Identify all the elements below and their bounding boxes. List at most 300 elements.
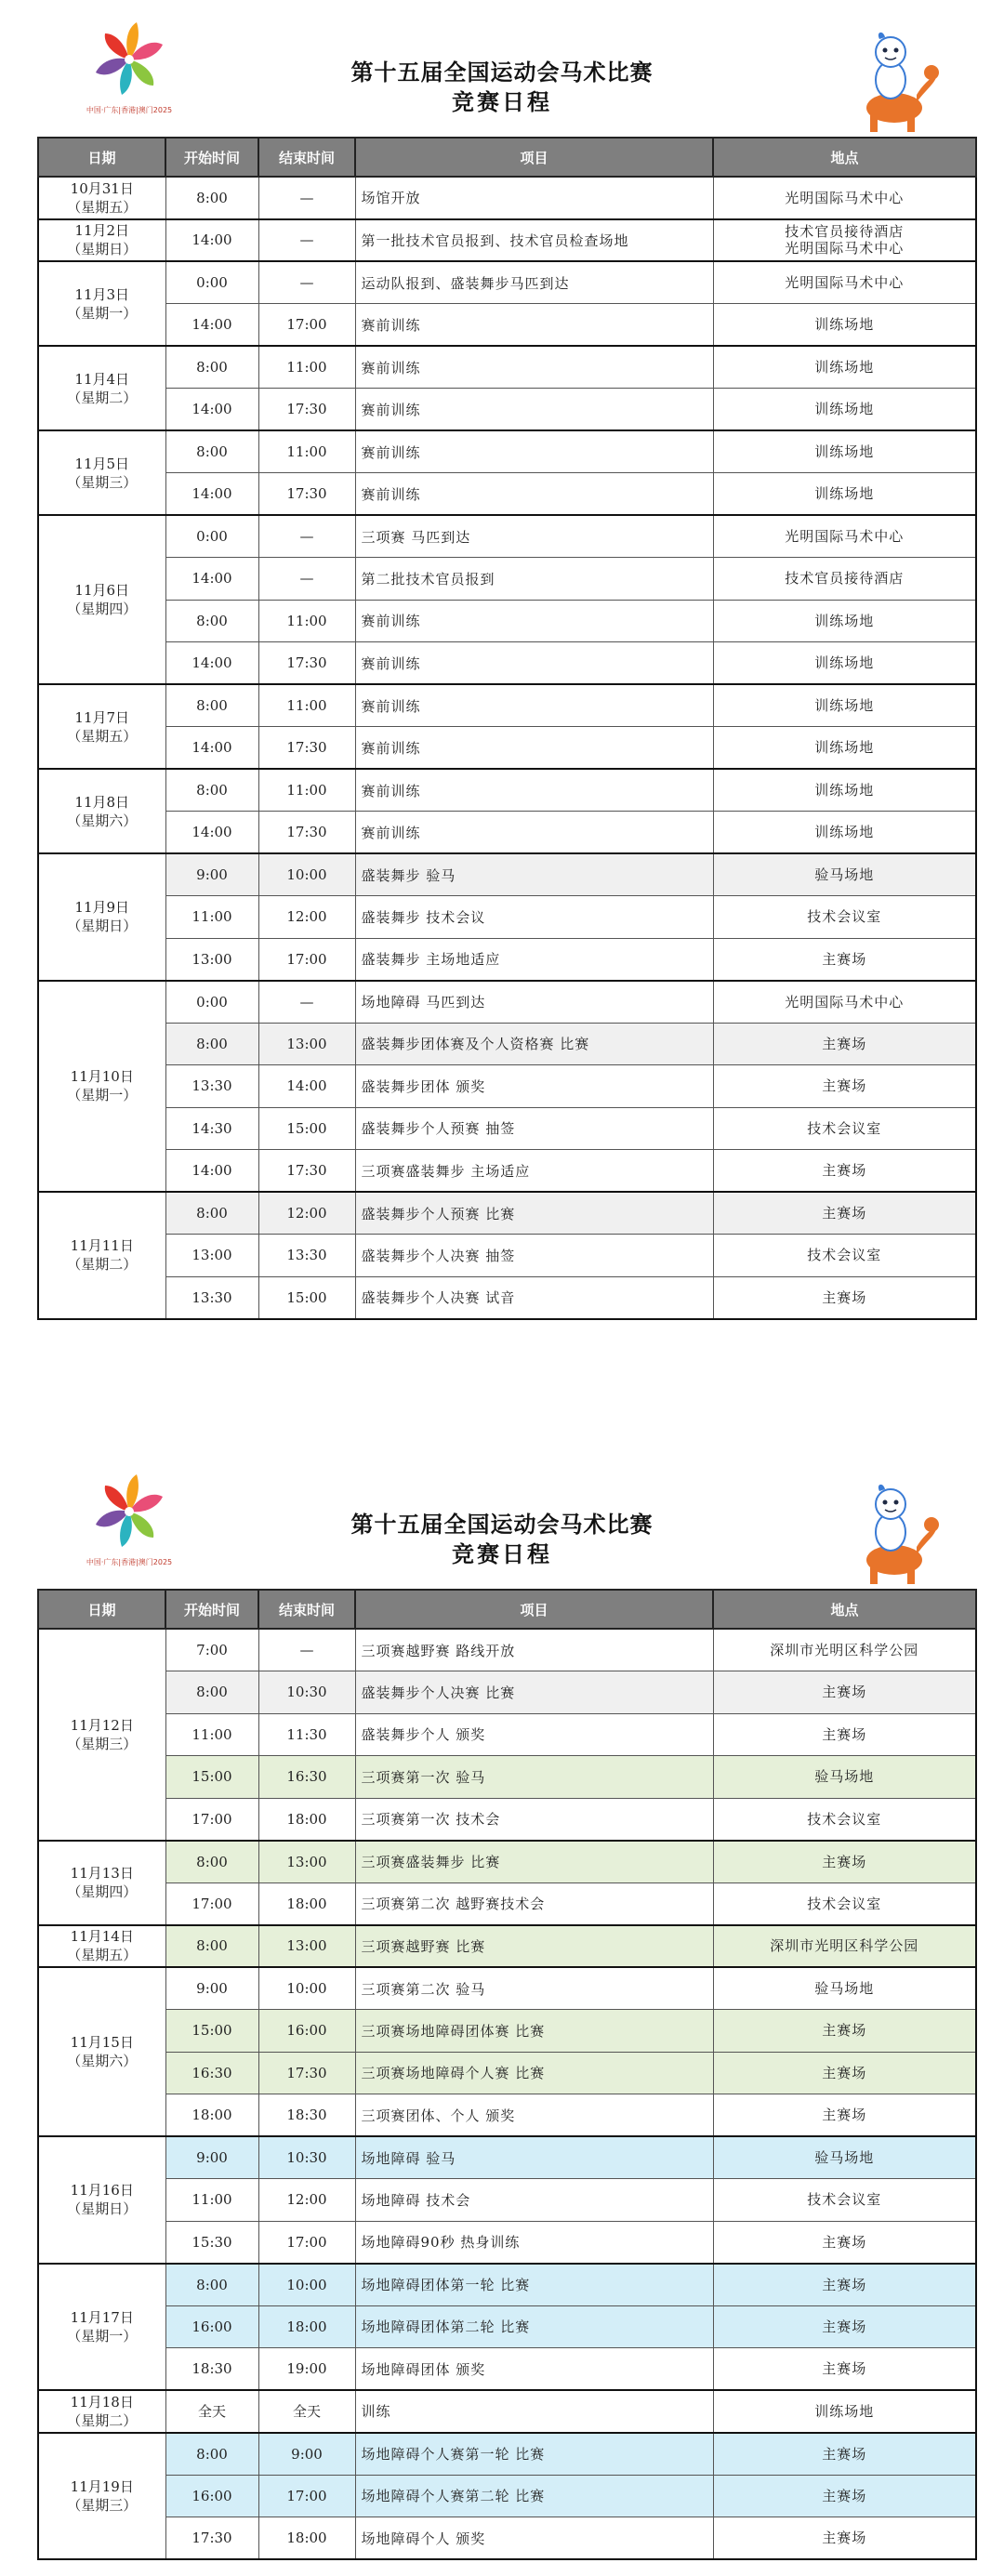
schedule-row [38, 727, 976, 770]
schedule-row [38, 558, 976, 601]
end-time-cell: 10:00 [258, 2264, 355, 2306]
date-label: 10月31日 [70, 179, 134, 197]
venue-cell: 主赛场 [713, 2305, 976, 2348]
start-time-cell: 15:30 [165, 2221, 258, 2264]
venue-cell: 训练场地 [713, 727, 976, 770]
end-time-cell: 13:00 [258, 1925, 355, 1968]
event-cell: 场地障碍个人 颁奖 [355, 2517, 713, 2560]
end-time-cell: — [258, 261, 355, 304]
event-cell: 赛前训练 [355, 769, 713, 812]
event-cell: 场地障碍90秒 热身训练 [355, 2221, 713, 2264]
end-time-cell: 17:30 [258, 2052, 355, 2094]
start-time-cell: 14:00 [165, 389, 258, 431]
end-time-cell: 14:00 [258, 1065, 355, 1108]
event-cell: 三项赛越野赛 路线开放 [355, 1629, 713, 1671]
venue-cell: 训练场地 [713, 600, 976, 642]
event-cell: 三项赛盛装舞步 比赛 [355, 1841, 713, 1883]
start-time-cell: 8:00 [165, 430, 258, 473]
start-time-cell: 14:00 [165, 642, 258, 685]
start-time-cell: 8:00 [165, 600, 258, 642]
schedule-row [38, 1671, 976, 1714]
start-time-cell: 8:00 [165, 1192, 258, 1235]
date-cell [38, 2136, 165, 2264]
venue-cell: 主赛场 [713, 2094, 976, 2137]
end-time-cell: 17:30 [258, 812, 355, 854]
schedule-row [38, 219, 976, 262]
header-date: 日期 [38, 138, 165, 177]
schedule-body [38, 1629, 976, 2559]
start-time-cell: 14:00 [165, 727, 258, 770]
event-cell: 三项赛 马匹到达 [355, 515, 713, 558]
event-cell: 三项赛第二次 越野赛技术会 [355, 1882, 713, 1925]
page-subtitle: 竞赛日程 [452, 1540, 552, 1567]
date-label: 11月18日 [70, 2393, 134, 2411]
end-time-cell: 18:30 [258, 2094, 355, 2137]
start-time-cell: 9:00 [165, 1967, 258, 2010]
start-time-cell: 17:00 [165, 1882, 258, 1925]
end-time-cell: 13:30 [258, 1235, 355, 1277]
venue-cell: 深圳市光明区科学公园 [713, 1925, 976, 1968]
schedule-row [38, 2348, 976, 2391]
end-time-cell: 18:00 [258, 2305, 355, 2348]
end-time-cell: 11:00 [258, 769, 355, 812]
venue-cell: 主赛场 [713, 1276, 976, 1319]
header-date: 日期 [38, 1590, 165, 1629]
weekday-label: （星期日） [67, 241, 138, 258]
end-time-cell: 17:30 [258, 473, 355, 516]
start-time-cell: 全天 [165, 2390, 258, 2433]
date-label: 11月3日 [74, 285, 130, 303]
start-time-cell: 18:30 [165, 2348, 258, 2391]
date-label: 11月5日 [74, 455, 130, 472]
venue-cell: 主赛场 [713, 1671, 976, 1714]
end-time-cell: 17:00 [258, 2475, 355, 2517]
end-time-cell: 18:00 [258, 2517, 355, 2560]
end-time-cell: — [258, 515, 355, 558]
event-cell: 训练 [355, 2390, 713, 2433]
svg-text:中国·广东|香港|澳门2025: 中国·广东|香港|澳门2025 [86, 1558, 173, 1566]
end-time-cell: 11:00 [258, 600, 355, 642]
start-time-cell: 14:00 [165, 558, 258, 601]
venue-cell: 光明国际马术中心 [713, 261, 976, 304]
page-title: 第十五届全国运动会马术比赛 [350, 59, 654, 86]
date-label: 11月2日 [74, 222, 130, 240]
date-cell [38, 2433, 165, 2560]
header-start-time: 开始时间 [165, 138, 258, 177]
event-cell: 场地障碍团体第一轮 比赛 [355, 2264, 713, 2306]
schedule-row [38, 1882, 976, 1925]
mascot-icon [842, 30, 941, 136]
schedule-row [38, 812, 976, 854]
venue-cell: 光明国际马术中心 [713, 515, 976, 558]
page-header [0, 1452, 1004, 1587]
schedule-row [38, 1276, 976, 1319]
weekday-label: （星期日） [67, 918, 138, 935]
venue-cell: 训练场地 [713, 389, 976, 431]
start-time-cell: 17:00 [165, 1798, 258, 1841]
date-cell [38, 1967, 165, 2136]
header-event: 项目 [355, 1590, 713, 1629]
schedule-row [38, 261, 976, 304]
weekday-label: （星期二） [67, 389, 138, 406]
venue-cell: 验马场地 [713, 2136, 976, 2179]
event-cell: 三项赛越野赛 比赛 [355, 1925, 713, 1968]
end-time-cell: 17:30 [258, 642, 355, 685]
event-cell: 场地障碍个人赛第二轮 比赛 [355, 2475, 713, 2517]
date-label: 11月8日 [74, 793, 130, 811]
schedule-row [38, 1713, 976, 1756]
end-time-cell: 9:00 [258, 2433, 355, 2476]
schedule-row [38, 684, 976, 727]
start-time-cell: 13:00 [165, 1235, 258, 1277]
start-time-cell: 16:30 [165, 2052, 258, 2094]
end-time-cell: 17:00 [258, 2221, 355, 2264]
venue-cell: 技术会议室 [713, 2179, 976, 2222]
event-cell: 场地障碍团体 颁奖 [355, 2348, 713, 2391]
header-start-time: 开始时间 [165, 1590, 258, 1629]
date-label: 11月17日 [70, 2308, 134, 2326]
schedule-body [38, 177, 976, 1319]
event-cell: 赛前训练 [355, 346, 713, 389]
date-cell [38, 515, 165, 684]
start-time-cell: 14:00 [165, 219, 258, 262]
event-cell: 盛装舞步团体 颁奖 [355, 1065, 713, 1108]
weekday-label: （星期一） [67, 304, 138, 322]
header-end-time: 结束时间 [258, 1590, 355, 1629]
start-time-cell: 8:00 [165, 1671, 258, 1714]
event-cell: 盛装舞步个人预赛 比赛 [355, 1192, 713, 1235]
mascot-icon [842, 1482, 941, 1588]
date-cell [38, 1841, 165, 1925]
schedule-row [38, 981, 976, 1024]
end-time-cell: 17:30 [258, 727, 355, 770]
venue-cell: 技术官员接待酒店 [713, 558, 976, 601]
date-label: 11月7日 [74, 708, 130, 726]
schedule-row [38, 2433, 976, 2476]
venue-cell: 主赛场 [713, 2517, 976, 2560]
weekday-label: （星期五） [67, 198, 138, 216]
venue-cell: 光明国际马术中心 [713, 177, 976, 219]
start-time-cell: 18:00 [165, 2094, 258, 2137]
schedule-row [38, 1023, 976, 1065]
schedule-row [38, 1925, 976, 1968]
venue-cell: 训练场地 [713, 684, 976, 727]
weekday-label: （星期三） [67, 1735, 138, 1752]
end-time-cell: 16:30 [258, 1756, 355, 1799]
schedule-row [38, 2390, 976, 2433]
start-time-cell: 7:00 [165, 1629, 258, 1671]
schedule-row [38, 2221, 976, 2264]
schedule-row [38, 853, 976, 896]
event-cell: 盛装舞步 验马 [355, 853, 713, 896]
date-cell [38, 769, 165, 853]
event-cell: 盛装舞步 主场地适应 [355, 938, 713, 981]
schedule-row [38, 430, 976, 473]
schedule-row [38, 2094, 976, 2137]
end-time-cell: — [258, 981, 355, 1024]
schedule-row [38, 177, 976, 219]
end-time-cell: 18:00 [258, 1882, 355, 1925]
schedule-table [37, 1589, 977, 2560]
date-cell [38, 2264, 165, 2391]
date-label: 11月4日 [74, 370, 130, 388]
venue-cell: 主赛场 [713, 2475, 976, 2517]
weekday-label: （星期六） [67, 812, 138, 829]
start-time-cell: 8:00 [165, 177, 258, 219]
schedule-row [38, 2264, 976, 2306]
start-time-cell: 14:00 [165, 1150, 258, 1193]
venue-cell: 主赛场 [713, 1065, 976, 1108]
start-time-cell: 14:00 [165, 304, 258, 347]
end-time-cell: 11:00 [258, 346, 355, 389]
venue-cell: 主赛场 [713, 2348, 976, 2391]
venue-cell: 主赛场 [713, 2221, 976, 2264]
event-cell: 三项赛第一次 技术会 [355, 1798, 713, 1841]
event-cell: 赛前训练 [355, 304, 713, 347]
schedule-row [38, 600, 976, 642]
start-time-cell: 11:00 [165, 1713, 258, 1756]
date-label: 11月16日 [70, 2182, 134, 2200]
date-cell [38, 1925, 165, 1968]
end-time-cell: 12:00 [258, 1192, 355, 1235]
venue-cell: 主赛场 [713, 2264, 976, 2306]
start-time-cell: 11:00 [165, 2179, 258, 2222]
event-cell: 赛前训练 [355, 727, 713, 770]
weekday-label: （星期二） [67, 2411, 138, 2429]
start-time-cell: 13:30 [165, 1276, 258, 1319]
schedule-row [38, 389, 976, 431]
date-cell [38, 853, 165, 981]
schedule-row [38, 2517, 976, 2560]
event-cell: 第一批技术官员报到、技术官员检查场地 [355, 219, 713, 262]
venue-cell: 验马场地 [713, 1756, 976, 1799]
event-cell: 三项赛场地障碍团体赛 比赛 [355, 2010, 713, 2053]
event-cell: 场地障碍 技术会 [355, 2179, 713, 2222]
schedule-row [38, 1235, 976, 1277]
end-time-cell: 10:30 [258, 1671, 355, 1714]
date-cell [38, 684, 165, 769]
date-cell [38, 981, 165, 1193]
end-time-cell: 10:30 [258, 2136, 355, 2179]
schedule-row [38, 938, 976, 981]
header-event: 项目 [355, 138, 713, 177]
page-header [0, 0, 1004, 135]
page-subtitle: 竞赛日程 [452, 88, 552, 115]
venue-cell: 技术官员接待酒店 光明国际马术中心 [713, 219, 976, 262]
end-time-cell: 13:00 [258, 1841, 355, 1883]
weekday-label: （星期四） [67, 601, 138, 617]
event-cell: 赛前训练 [355, 389, 713, 431]
header-venue: 地点 [713, 1590, 976, 1629]
end-time-cell: 17:30 [258, 1150, 355, 1193]
schedule-row [38, 1841, 976, 1883]
start-time-cell: 9:00 [165, 853, 258, 896]
start-time-cell: 16:00 [165, 2475, 258, 2517]
schedule-row [38, 2010, 976, 2053]
date-cell [38, 2390, 165, 2433]
event-cell: 运动队报到、盛装舞步马匹到达 [355, 261, 713, 304]
event-cell: 盛装舞步 技术会议 [355, 896, 713, 939]
start-time-cell: 15:00 [165, 2010, 258, 2053]
weekday-label: （星期四） [67, 1883, 138, 1900]
venue-cell: 训练场地 [713, 430, 976, 473]
event-cell: 三项赛盛装舞步 主场适应 [355, 1150, 713, 1193]
schedule-row [38, 2475, 976, 2517]
date-cell [38, 261, 165, 346]
venue-cell: 主赛场 [713, 1150, 976, 1193]
event-cell: 盛装舞步个人 颁奖 [355, 1713, 713, 1756]
end-time-cell: 17:00 [258, 938, 355, 981]
venue-cell: 主赛场 [713, 1713, 976, 1756]
venue-cell: 主赛场 [713, 938, 976, 981]
date-cell [38, 1192, 165, 1319]
end-time-cell: 13:00 [258, 1023, 355, 1065]
page-title: 第十五届全国运动会马术比赛 [350, 1511, 654, 1538]
venue-cell: 技术会议室 [713, 1882, 976, 1925]
venue-cell: 技术会议室 [713, 896, 976, 939]
event-cell: 盛装舞步个人决赛 试音 [355, 1276, 713, 1319]
date-label: 11月6日 [74, 582, 130, 599]
venue-cell: 验马场地 [713, 1967, 976, 2010]
event-cell: 赛前训练 [355, 812, 713, 854]
end-time-cell: 11:00 [258, 684, 355, 727]
header-venue: 地点 [713, 138, 976, 177]
start-time-cell: 17:30 [165, 2517, 258, 2560]
start-time-cell: 8:00 [165, 2433, 258, 2476]
venue-cell: 主赛场 [713, 2052, 976, 2094]
start-time-cell: 8:00 [165, 1023, 258, 1065]
venue-cell: 主赛场 [713, 2010, 976, 2053]
start-time-cell: 0:00 [165, 981, 258, 1024]
weekday-label: （星期三） [67, 2496, 138, 2514]
schedule-row [38, 346, 976, 389]
end-time-cell: 17:00 [258, 304, 355, 347]
date-cell [38, 177, 165, 219]
end-time-cell: 11:00 [258, 430, 355, 473]
schedule-row [38, 769, 976, 812]
weekday-label: （星期五） [67, 1947, 138, 1964]
schedule-row [38, 515, 976, 558]
schedule-row [38, 642, 976, 685]
svg-text:中国·广东|香港|澳门2025: 中国·广东|香港|澳门2025 [86, 106, 173, 114]
event-cell: 第二批技术官员报到 [355, 558, 713, 601]
end-time-cell: 19:00 [258, 2348, 355, 2391]
schedule-row [38, 1629, 976, 1671]
start-time-cell: 13:00 [165, 938, 258, 981]
end-time-cell: 11:30 [258, 1713, 355, 1756]
venue-cell: 训练场地 [713, 642, 976, 685]
start-time-cell: 0:00 [165, 261, 258, 304]
venue-cell: 训练场地 [713, 304, 976, 347]
end-time-cell: 15:00 [258, 1107, 355, 1150]
venue-cell: 验马场地 [713, 853, 976, 896]
event-cell: 赛前训练 [355, 600, 713, 642]
event-cell: 盛装舞步团体赛及个人资格赛 比赛 [355, 1023, 713, 1065]
header-end-time: 结束时间 [258, 138, 355, 177]
end-time-cell: — [258, 219, 355, 262]
venue-cell: 训练场地 [713, 2390, 976, 2433]
start-time-cell: 15:00 [165, 1756, 258, 1799]
event-cell: 赛前训练 [355, 473, 713, 516]
schedule-row [38, 1798, 976, 1841]
event-cell: 场地障碍团体第二轮 比赛 [355, 2305, 713, 2348]
venue-cell: 训练场地 [713, 769, 976, 812]
date-label: 11月12日 [70, 1716, 134, 1734]
weekday-label: （星期五） [67, 727, 138, 745]
event-cell: 盛装舞步个人决赛 抽签 [355, 1235, 713, 1277]
start-time-cell: 8:00 [165, 2264, 258, 2306]
event-cell: 三项赛第一次 验马 [355, 1756, 713, 1799]
event-cell: 三项赛第二次 验马 [355, 1967, 713, 2010]
date-label: 11月14日 [70, 1928, 134, 1946]
start-time-cell: 9:00 [165, 2136, 258, 2179]
end-time-cell: — [258, 558, 355, 601]
weekday-label: （星期一） [67, 1087, 138, 1104]
venue-cell: 技术会议室 [713, 1235, 976, 1277]
schedule-row [38, 1967, 976, 2010]
schedule-row [38, 1150, 976, 1193]
venue-cell: 技术会议室 [713, 1107, 976, 1150]
weekday-label: （星期一） [67, 2327, 138, 2345]
event-cell: 三项赛团体、个人 颁奖 [355, 2094, 713, 2137]
start-time-cell: 8:00 [165, 346, 258, 389]
event-cell: 三项赛场地障碍个人赛 比赛 [355, 2052, 713, 2094]
date-cell [38, 430, 165, 515]
venue-cell: 训练场地 [713, 812, 976, 854]
start-time-cell: 0:00 [165, 515, 258, 558]
event-cell: 盛装舞步个人决赛 比赛 [355, 1671, 713, 1714]
venue-cell: 技术会议室 [713, 1798, 976, 1841]
start-time-cell: 14:00 [165, 473, 258, 516]
event-cell: 赛前训练 [355, 430, 713, 473]
start-time-cell: 8:00 [165, 1925, 258, 1968]
weekday-label: （星期六） [67, 2053, 138, 2069]
end-time-cell: 16:00 [258, 2010, 355, 2053]
date-label: 11月13日 [70, 1865, 134, 1882]
schedule-row [38, 1756, 976, 1799]
schedule-row [38, 1192, 976, 1235]
event-cell: 场地障碍 马匹到达 [355, 981, 713, 1024]
venue-cell: 主赛场 [713, 1023, 976, 1065]
venue-cell: 深圳市光明区科学公园 [713, 1629, 976, 1671]
date-label: 11月15日 [70, 2034, 134, 2051]
event-cell: 赛前训练 [355, 684, 713, 727]
schedule-page-2 [0, 1452, 1004, 2547]
venue-cell: 训练场地 [713, 473, 976, 516]
weekday-label: （星期二） [67, 1256, 138, 1274]
start-time-cell: 14:00 [165, 812, 258, 854]
schedule-row [38, 1065, 976, 1108]
weekday-label: （星期日） [67, 2200, 138, 2218]
start-time-cell: 14:30 [165, 1107, 258, 1150]
end-time-cell: 18:00 [258, 1798, 355, 1841]
schedule-row [38, 473, 976, 516]
venue-cell: 主赛场 [713, 1192, 976, 1235]
event-cell: 场地障碍个人赛第一轮 比赛 [355, 2433, 713, 2476]
end-time-cell: 15:00 [258, 1276, 355, 1319]
date-cell [38, 219, 165, 262]
schedule-row [38, 896, 976, 939]
start-time-cell: 13:30 [165, 1065, 258, 1108]
date-label: 11月11日 [70, 1237, 134, 1255]
event-cell: 场馆开放 [355, 177, 713, 219]
end-time-cell: — [258, 177, 355, 219]
end-time-cell: 全天 [258, 2390, 355, 2433]
date-cell [38, 1629, 165, 1841]
weekday-label: （星期三） [67, 473, 138, 491]
schedule-row [38, 2052, 976, 2094]
date-label: 11月19日 [70, 2477, 134, 2495]
